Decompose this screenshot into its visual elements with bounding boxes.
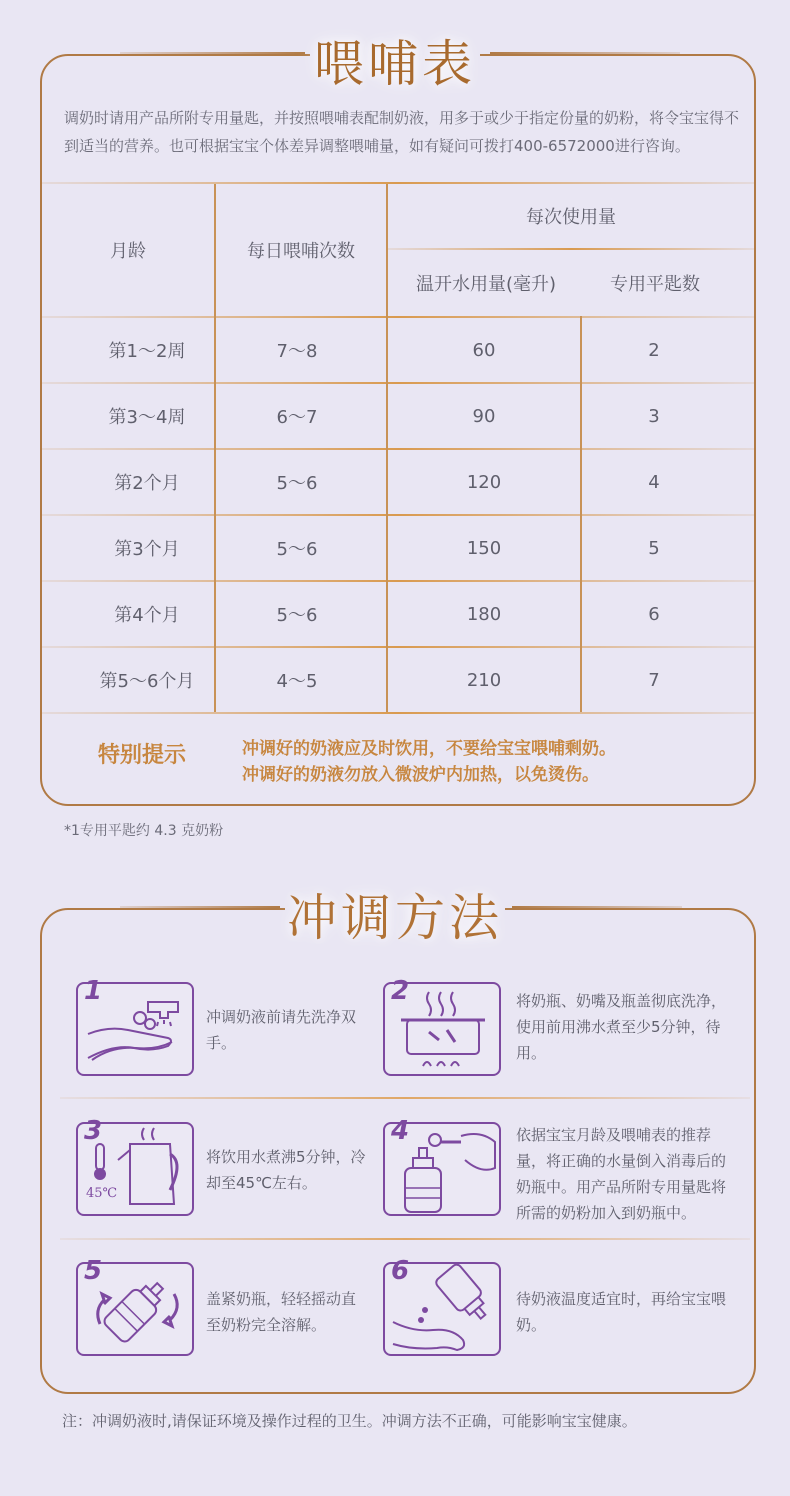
method-title: 冲调方法 <box>285 878 505 950</box>
step-number: 3 <box>84 1116 103 1146</box>
feeding-title: 喂哺表 <box>310 24 480 96</box>
step-6-text: 待奶液温度适宜时，再给宝宝喂奶。 <box>516 1290 727 1334</box>
cell-water: 60 <box>472 339 496 361</box>
cell-times: 5～6 <box>276 473 318 494</box>
step-separator <box>60 1238 750 1240</box>
cell-age: 第3个月 <box>114 539 180 560</box>
scoop-bottle-icon <box>383 1116 501 1216</box>
step-number: 1 <box>84 976 103 1006</box>
tip-line-2: 冲调好的奶液勿放入微波炉内加热，以免烫伤。 <box>242 765 599 785</box>
cell-age: 第2个月 <box>114 473 180 494</box>
step-separator <box>60 1097 750 1099</box>
boiling-pot-icon <box>383 976 501 1076</box>
cell-times: 4～5 <box>276 671 318 692</box>
cell-water: 90 <box>472 405 496 427</box>
step-3-text: 将饮用水煮沸5分钟，冷却至45℃左右。 <box>206 1148 366 1192</box>
cell-scoops: 3 <box>648 405 660 427</box>
shake-bottle-icon <box>76 1256 194 1356</box>
cell-times: 6～7 <box>276 407 318 428</box>
cell-age: 第4个月 <box>114 605 180 626</box>
step-number: 6 <box>391 1256 410 1286</box>
title-deco-right <box>512 906 682 908</box>
cell-times: 5～6 <box>276 605 318 626</box>
cell-times: 7～8 <box>276 341 318 362</box>
step-4-text: 依据宝宝月龄及喂哺表的推荐量，将正确的水量倒入消毒后的奶瓶中。用产品所附专用量匙将所需的奶粉加入到奶瓶中。 <box>516 1126 727 1222</box>
temperature-label: 45℃ <box>86 1186 118 1201</box>
kettle-thermometer-icon <box>76 1116 194 1216</box>
cell-scoops: 2 <box>648 339 660 361</box>
header-per-use: 每次使用量 <box>526 207 616 228</box>
table-bottom-line <box>42 712 754 714</box>
cell-age: 第5～6个月 <box>99 671 195 692</box>
feeding-intro: 调奶时请用产品所附专用量匙，并按照喂哺表配制奶液，用多于或少于指定份量的奶粉，将令宝宝得不到适当的营养。也可根据宝宝个体差异调整喂哺量，如有疑问可拨打400-6572000进行咨询。 <box>64 109 740 155</box>
cell-age: 第3～4周 <box>108 407 186 428</box>
header-times: 每日喂哺次数 <box>247 241 355 262</box>
tip-label: 特别提示 <box>98 743 187 768</box>
hygiene-note: 注：冲调奶液时,请保证环境及操作过程的卫生。冲调方法不正确，可能影响宝宝健康。 <box>62 1412 637 1430</box>
cell-water: 180 <box>466 603 502 625</box>
cell-age: 第1～2周 <box>108 341 186 362</box>
tip-line-1: 冲调好的奶液应及时饮用，不要给宝宝喂哺剩奶。 <box>242 739 616 759</box>
step-2-text: 将奶瓶、奶嘴及瓶盖彻底洗净，使用前用沸水煮至少5分钟，待用。 <box>516 992 727 1062</box>
header-scoops: 专用平匙数 <box>610 274 700 295</box>
hand-wash-icon <box>76 976 194 1076</box>
cell-scoops: 4 <box>648 471 660 493</box>
header-age: 月龄 <box>110 241 146 262</box>
scoop-footnote: *1专用平匙约 4.3 克奶粉 <box>64 823 224 839</box>
cell-water: 150 <box>466 537 502 559</box>
title-deco-right <box>490 52 680 54</box>
header-water: 温开水用量(毫升) <box>415 274 557 295</box>
cell-scoops: 5 <box>648 537 660 559</box>
step-1-text: 冲调奶液前请先洗净双手。 <box>206 1008 357 1052</box>
wrist-test-icon <box>383 1256 501 1356</box>
cell-water: 210 <box>466 669 502 691</box>
step-number: 5 <box>84 1256 103 1286</box>
cell-scoops: 7 <box>648 669 660 691</box>
step-5-text: 盖紧奶瓶，轻轻摇动直至奶粉完全溶解。 <box>206 1290 357 1334</box>
cell-times: 5～6 <box>276 539 318 560</box>
step-number: 2 <box>391 976 410 1006</box>
title-deco-left <box>120 52 305 54</box>
title-deco-left <box>120 906 280 908</box>
step-number: 4 <box>391 1116 410 1146</box>
cell-scoops: 6 <box>648 603 660 625</box>
cell-water: 120 <box>466 471 502 493</box>
